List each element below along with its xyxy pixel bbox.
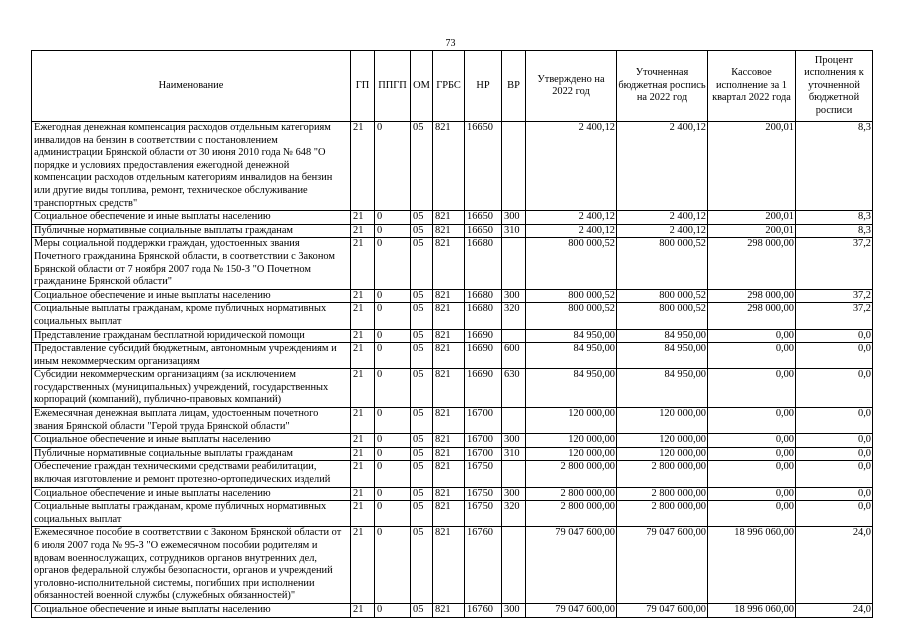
table-row	[32, 408, 873, 434]
cell-ppgp: 0	[375, 501, 411, 527]
cell-grbs: 821	[433, 501, 465, 527]
cell-gp: 21	[351, 408, 375, 434]
cell-approved: 120 000,00	[526, 447, 617, 461]
cell-ppgp: 0	[375, 238, 411, 289]
cell-grbs: 821	[433, 224, 465, 238]
cell-nr: 16680	[465, 289, 502, 303]
cell-nr: 16680	[465, 303, 502, 329]
table-row	[32, 303, 873, 329]
cell-revised: 120 000,00	[617, 408, 708, 434]
cell-gp: 21	[351, 501, 375, 527]
cell-ppgp: 0	[375, 434, 411, 448]
cell-revised: 2 400,12	[617, 122, 708, 211]
cell-revised: 120 000,00	[617, 447, 708, 461]
table-row	[32, 434, 873, 448]
cell-ppgp: 0	[375, 224, 411, 238]
cell-percent: 37,2	[796, 238, 873, 289]
cell-om: 05	[411, 211, 433, 225]
cell-ppgp: 0	[375, 329, 411, 343]
cell-vr	[502, 461, 526, 487]
cell-cash: 0,00	[708, 343, 796, 369]
table-row	[32, 501, 873, 527]
cell-gp: 21	[351, 303, 375, 329]
cell-percent: 0,0	[796, 487, 873, 501]
cell-ppgp: 0	[375, 343, 411, 369]
cell-vr: 310	[502, 224, 526, 238]
header-vr: ВР	[502, 51, 526, 122]
cell-revised: 2 400,12	[617, 211, 708, 225]
cell-vr: 300	[502, 289, 526, 303]
cell-ppgp: 0	[375, 487, 411, 501]
cell-nr: 16750	[465, 461, 502, 487]
cell-name: Обеспечение граждан техническими средствами реабилитации, включая изготовление и ремонт протезно-ортопедических изделий	[32, 461, 351, 487]
cell-name: Социальное обеспечение и иные выплаты населению	[32, 487, 351, 501]
table-body	[32, 122, 873, 618]
table-row	[32, 289, 873, 303]
cell-approved: 800 000,52	[526, 238, 617, 289]
cell-om: 05	[411, 369, 433, 408]
cell-grbs: 821	[433, 461, 465, 487]
cell-vr: 310	[502, 447, 526, 461]
cell-vr	[502, 238, 526, 289]
cell-nr: 16690	[465, 369, 502, 408]
cell-nr: 16750	[465, 501, 502, 527]
cell-ppgp: 0	[375, 461, 411, 487]
cell-cash: 200,01	[708, 211, 796, 225]
header-gp: ГП	[351, 51, 375, 122]
cell-percent: 24,0	[796, 603, 873, 617]
cell-om: 05	[411, 408, 433, 434]
cell-grbs: 821	[433, 343, 465, 369]
cell-percent: 8,3	[796, 122, 873, 211]
cell-cash: 0,00	[708, 369, 796, 408]
cell-ppgp: 0	[375, 369, 411, 408]
cell-percent: 0,0	[796, 447, 873, 461]
cell-vr: 300	[502, 487, 526, 501]
cell-om: 05	[411, 487, 433, 501]
cell-approved: 2 800 000,00	[526, 461, 617, 487]
table-row	[32, 343, 873, 369]
cell-revised: 800 000,52	[617, 303, 708, 329]
cell-gp: 21	[351, 603, 375, 617]
cell-nr: 16690	[465, 343, 502, 369]
cell-cash: 18 996 060,00	[708, 527, 796, 604]
cell-gp: 21	[351, 447, 375, 461]
cell-ppgp: 0	[375, 289, 411, 303]
cell-nr: 16750	[465, 487, 502, 501]
budget-execution-table	[31, 50, 873, 618]
cell-approved: 120 000,00	[526, 434, 617, 448]
cell-grbs: 821	[433, 329, 465, 343]
cell-revised: 2 400,12	[617, 224, 708, 238]
cell-nr: 16650	[465, 224, 502, 238]
cell-percent: 37,2	[796, 303, 873, 329]
cell-name: Социальные выплаты гражданам, кроме публичных нормативных социальных выплат	[32, 501, 351, 527]
cell-name: Публичные нормативные социальные выплаты гражданам	[32, 224, 351, 238]
cell-om: 05	[411, 461, 433, 487]
cell-vr	[502, 527, 526, 604]
cell-revised: 120 000,00	[617, 434, 708, 448]
cell-approved: 79 047 600,00	[526, 527, 617, 604]
cell-om: 05	[411, 224, 433, 238]
cell-approved: 84 950,00	[526, 343, 617, 369]
table-row	[32, 224, 873, 238]
header-nr: НР	[465, 51, 502, 122]
cell-nr: 16700	[465, 434, 502, 448]
cell-revised: 2 800 000,00	[617, 461, 708, 487]
cell-name: Ежемесячное пособие в соответствии с Законом Брянской области от 6 июля 2007 года № 95-З "О ежемесячном пособии родителям и вдовам военнослужащих, сотрудников органов внутренних дел, органов федеральной службы безопасности, органов и учреждений уголовно-исполнительной системы, погибших при исполнении обязанностей военной службы (служебных обязанностей)"	[32, 527, 351, 604]
cell-vr	[502, 122, 526, 211]
cell-om: 05	[411, 122, 433, 211]
table-row	[32, 527, 873, 604]
cell-ppgp: 0	[375, 447, 411, 461]
cell-ppgp: 0	[375, 603, 411, 617]
cell-ppgp: 0	[375, 303, 411, 329]
cell-vr: 320	[502, 303, 526, 329]
table-row	[32, 122, 873, 211]
header-revised: Уточненная бюджетная роспись на 2022 год	[617, 51, 708, 122]
cell-percent: 8,3	[796, 224, 873, 238]
cell-name: Предоставление субсидий бюджетным, автономным учреждениям и иным некоммерческим организациям	[32, 343, 351, 369]
cell-gp: 21	[351, 289, 375, 303]
cell-cash: 298 000,00	[708, 303, 796, 329]
cell-grbs: 821	[433, 289, 465, 303]
cell-gp: 21	[351, 434, 375, 448]
cell-percent: 0,0	[796, 369, 873, 408]
cell-cash: 200,01	[708, 122, 796, 211]
cell-nr: 16700	[465, 447, 502, 461]
header-grbs: ГРБС	[433, 51, 465, 122]
header-percent: Процент исполнения к уточненной бюджетной росписи	[796, 51, 873, 122]
cell-om: 05	[411, 501, 433, 527]
cell-cash: 0,00	[708, 434, 796, 448]
cell-name: Субсидии некоммерческим организациям (за исключением государственных (муниципальных) учреждений, государственных корпораций (компаний), публично-правовых компаний)	[32, 369, 351, 408]
cell-cash: 0,00	[708, 447, 796, 461]
cell-revised: 2 800 000,00	[617, 487, 708, 501]
cell-grbs: 821	[433, 487, 465, 501]
cell-revised: 84 950,00	[617, 329, 708, 343]
cell-name: Социальное обеспечение и иные выплаты населению	[32, 211, 351, 225]
cell-approved: 84 950,00	[526, 369, 617, 408]
cell-name: Социальное обеспечение и иные выплаты населению	[32, 434, 351, 448]
cell-name: Ежемесячная денежная выплата лицам, удостоенным почетного звания Брянской области "Герой труда Брянской области"	[32, 408, 351, 434]
cell-percent: 0,0	[796, 461, 873, 487]
table-row	[32, 603, 873, 617]
cell-grbs: 821	[433, 238, 465, 289]
cell-gp: 21	[351, 487, 375, 501]
cell-percent: 0,0	[796, 343, 873, 369]
cell-percent: 24,0	[796, 527, 873, 604]
header-name: Наименование	[32, 51, 351, 122]
cell-gp: 21	[351, 224, 375, 238]
cell-gp: 21	[351, 329, 375, 343]
cell-gp: 21	[351, 238, 375, 289]
cell-om: 05	[411, 343, 433, 369]
table-row	[32, 487, 873, 501]
cell-nr: 16650	[465, 211, 502, 225]
cell-cash: 0,00	[708, 408, 796, 434]
table-row	[32, 329, 873, 343]
cell-vr: 630	[502, 369, 526, 408]
cell-om: 05	[411, 238, 433, 289]
cell-gp: 21	[351, 122, 375, 211]
cell-percent: 0,0	[796, 434, 873, 448]
cell-nr: 16700	[465, 408, 502, 434]
cell-gp: 21	[351, 211, 375, 225]
cell-approved: 2 400,12	[526, 122, 617, 211]
cell-vr: 600	[502, 343, 526, 369]
table-row	[32, 461, 873, 487]
cell-revised: 79 047 600,00	[617, 527, 708, 604]
cell-cash: 298 000,00	[708, 238, 796, 289]
cell-nr: 16760	[465, 603, 502, 617]
cell-om: 05	[411, 527, 433, 604]
header-ppgp: ППГП	[375, 51, 411, 122]
cell-revised: 84 950,00	[617, 369, 708, 408]
cell-gp: 21	[351, 461, 375, 487]
cell-percent: 0,0	[796, 501, 873, 527]
cell-revised: 800 000,52	[617, 289, 708, 303]
cell-revised: 2 800 000,00	[617, 501, 708, 527]
cell-cash: 0,00	[708, 329, 796, 343]
cell-nr: 16690	[465, 329, 502, 343]
cell-grbs: 821	[433, 303, 465, 329]
cell-approved: 2 400,12	[526, 211, 617, 225]
cell-approved: 84 950,00	[526, 329, 617, 343]
cell-gp: 21	[351, 527, 375, 604]
cell-grbs: 821	[433, 122, 465, 211]
cell-grbs: 821	[433, 447, 465, 461]
header-approved: Утверждено на 2022 год	[526, 51, 617, 122]
table-row	[32, 447, 873, 461]
cell-approved: 800 000,52	[526, 303, 617, 329]
cell-vr: 300	[502, 211, 526, 225]
cell-vr: 300	[502, 603, 526, 617]
cell-ppgp: 0	[375, 211, 411, 225]
cell-om: 05	[411, 603, 433, 617]
cell-approved: 2 400,12	[526, 224, 617, 238]
cell-name: Представление гражданам бесплатной юридической помощи	[32, 329, 351, 343]
cell-vr	[502, 408, 526, 434]
cell-revised: 84 950,00	[617, 343, 708, 369]
table-row	[32, 369, 873, 408]
cell-percent: 8,3	[796, 211, 873, 225]
cell-cash: 0,00	[708, 487, 796, 501]
cell-ppgp: 0	[375, 408, 411, 434]
cell-om: 05	[411, 289, 433, 303]
cell-approved: 2 800 000,00	[526, 487, 617, 501]
table-row	[32, 238, 873, 289]
cell-grbs: 821	[433, 434, 465, 448]
cell-cash: 200,01	[708, 224, 796, 238]
cell-nr: 16650	[465, 122, 502, 211]
cell-ppgp: 0	[375, 527, 411, 604]
table-row	[32, 211, 873, 225]
cell-nr: 16760	[465, 527, 502, 604]
cell-om: 05	[411, 329, 433, 343]
cell-om: 05	[411, 303, 433, 329]
cell-gp: 21	[351, 369, 375, 408]
cell-percent: 0,0	[796, 408, 873, 434]
cell-name: Социальное обеспечение и иные выплаты населению	[32, 603, 351, 617]
cell-grbs: 821	[433, 211, 465, 225]
cell-name: Социальные выплаты гражданам, кроме публичных нормативных социальных выплат	[32, 303, 351, 329]
cell-grbs: 821	[433, 527, 465, 604]
cell-revised: 800 000,52	[617, 238, 708, 289]
cell-vr: 300	[502, 434, 526, 448]
cell-percent: 37,2	[796, 289, 873, 303]
cell-vr: 320	[502, 501, 526, 527]
cell-vr	[502, 329, 526, 343]
cell-approved: 120 000,00	[526, 408, 617, 434]
cell-cash: 0,00	[708, 501, 796, 527]
cell-name: Социальное обеспечение и иные выплаты населению	[32, 289, 351, 303]
cell-om: 05	[411, 447, 433, 461]
cell-grbs: 821	[433, 369, 465, 408]
cell-approved: 79 047 600,00	[526, 603, 617, 617]
cell-approved: 2 800 000,00	[526, 501, 617, 527]
cell-om: 05	[411, 434, 433, 448]
cell-name: Меры социальной поддержки граждан, удостоенных звания Почетного гражданина Брянской области, в соответствии с Законом Брянской области от 7 ноября 2007 года № 150-З "О Почетном гражданине Брянской области"	[32, 238, 351, 289]
cell-grbs: 821	[433, 603, 465, 617]
cell-cash: 18 996 060,00	[708, 603, 796, 617]
header-om: ОМ	[411, 51, 433, 122]
cell-name: Ежегодная денежная компенсация расходов отдельным категориям инвалидов на бензин в соответствии с постановлением администрации Брянской области от 30 июня 2010 года № 648 "О порядке и условиях предоставления ежегодной денежной компенсации расходов отдельным категориям инвалидов на бензин или другие виды топлива, ремонт, техническое обслуживание транспортных средств"	[32, 122, 351, 211]
page-number: 73	[445, 38, 456, 49]
cell-revised: 79 047 600,00	[617, 603, 708, 617]
table-header-row	[32, 51, 873, 122]
cell-name: Публичные нормативные социальные выплаты гражданам	[32, 447, 351, 461]
cell-grbs: 821	[433, 408, 465, 434]
header-cash: Кассовое исполнение за 1 квартал 2022 года	[708, 51, 796, 122]
cell-ppgp: 0	[375, 122, 411, 211]
cell-cash: 0,00	[708, 461, 796, 487]
cell-approved: 800 000,52	[526, 289, 617, 303]
cell-nr: 16680	[465, 238, 502, 289]
cell-gp: 21	[351, 343, 375, 369]
cell-cash: 298 000,00	[708, 289, 796, 303]
cell-percent: 0,0	[796, 329, 873, 343]
